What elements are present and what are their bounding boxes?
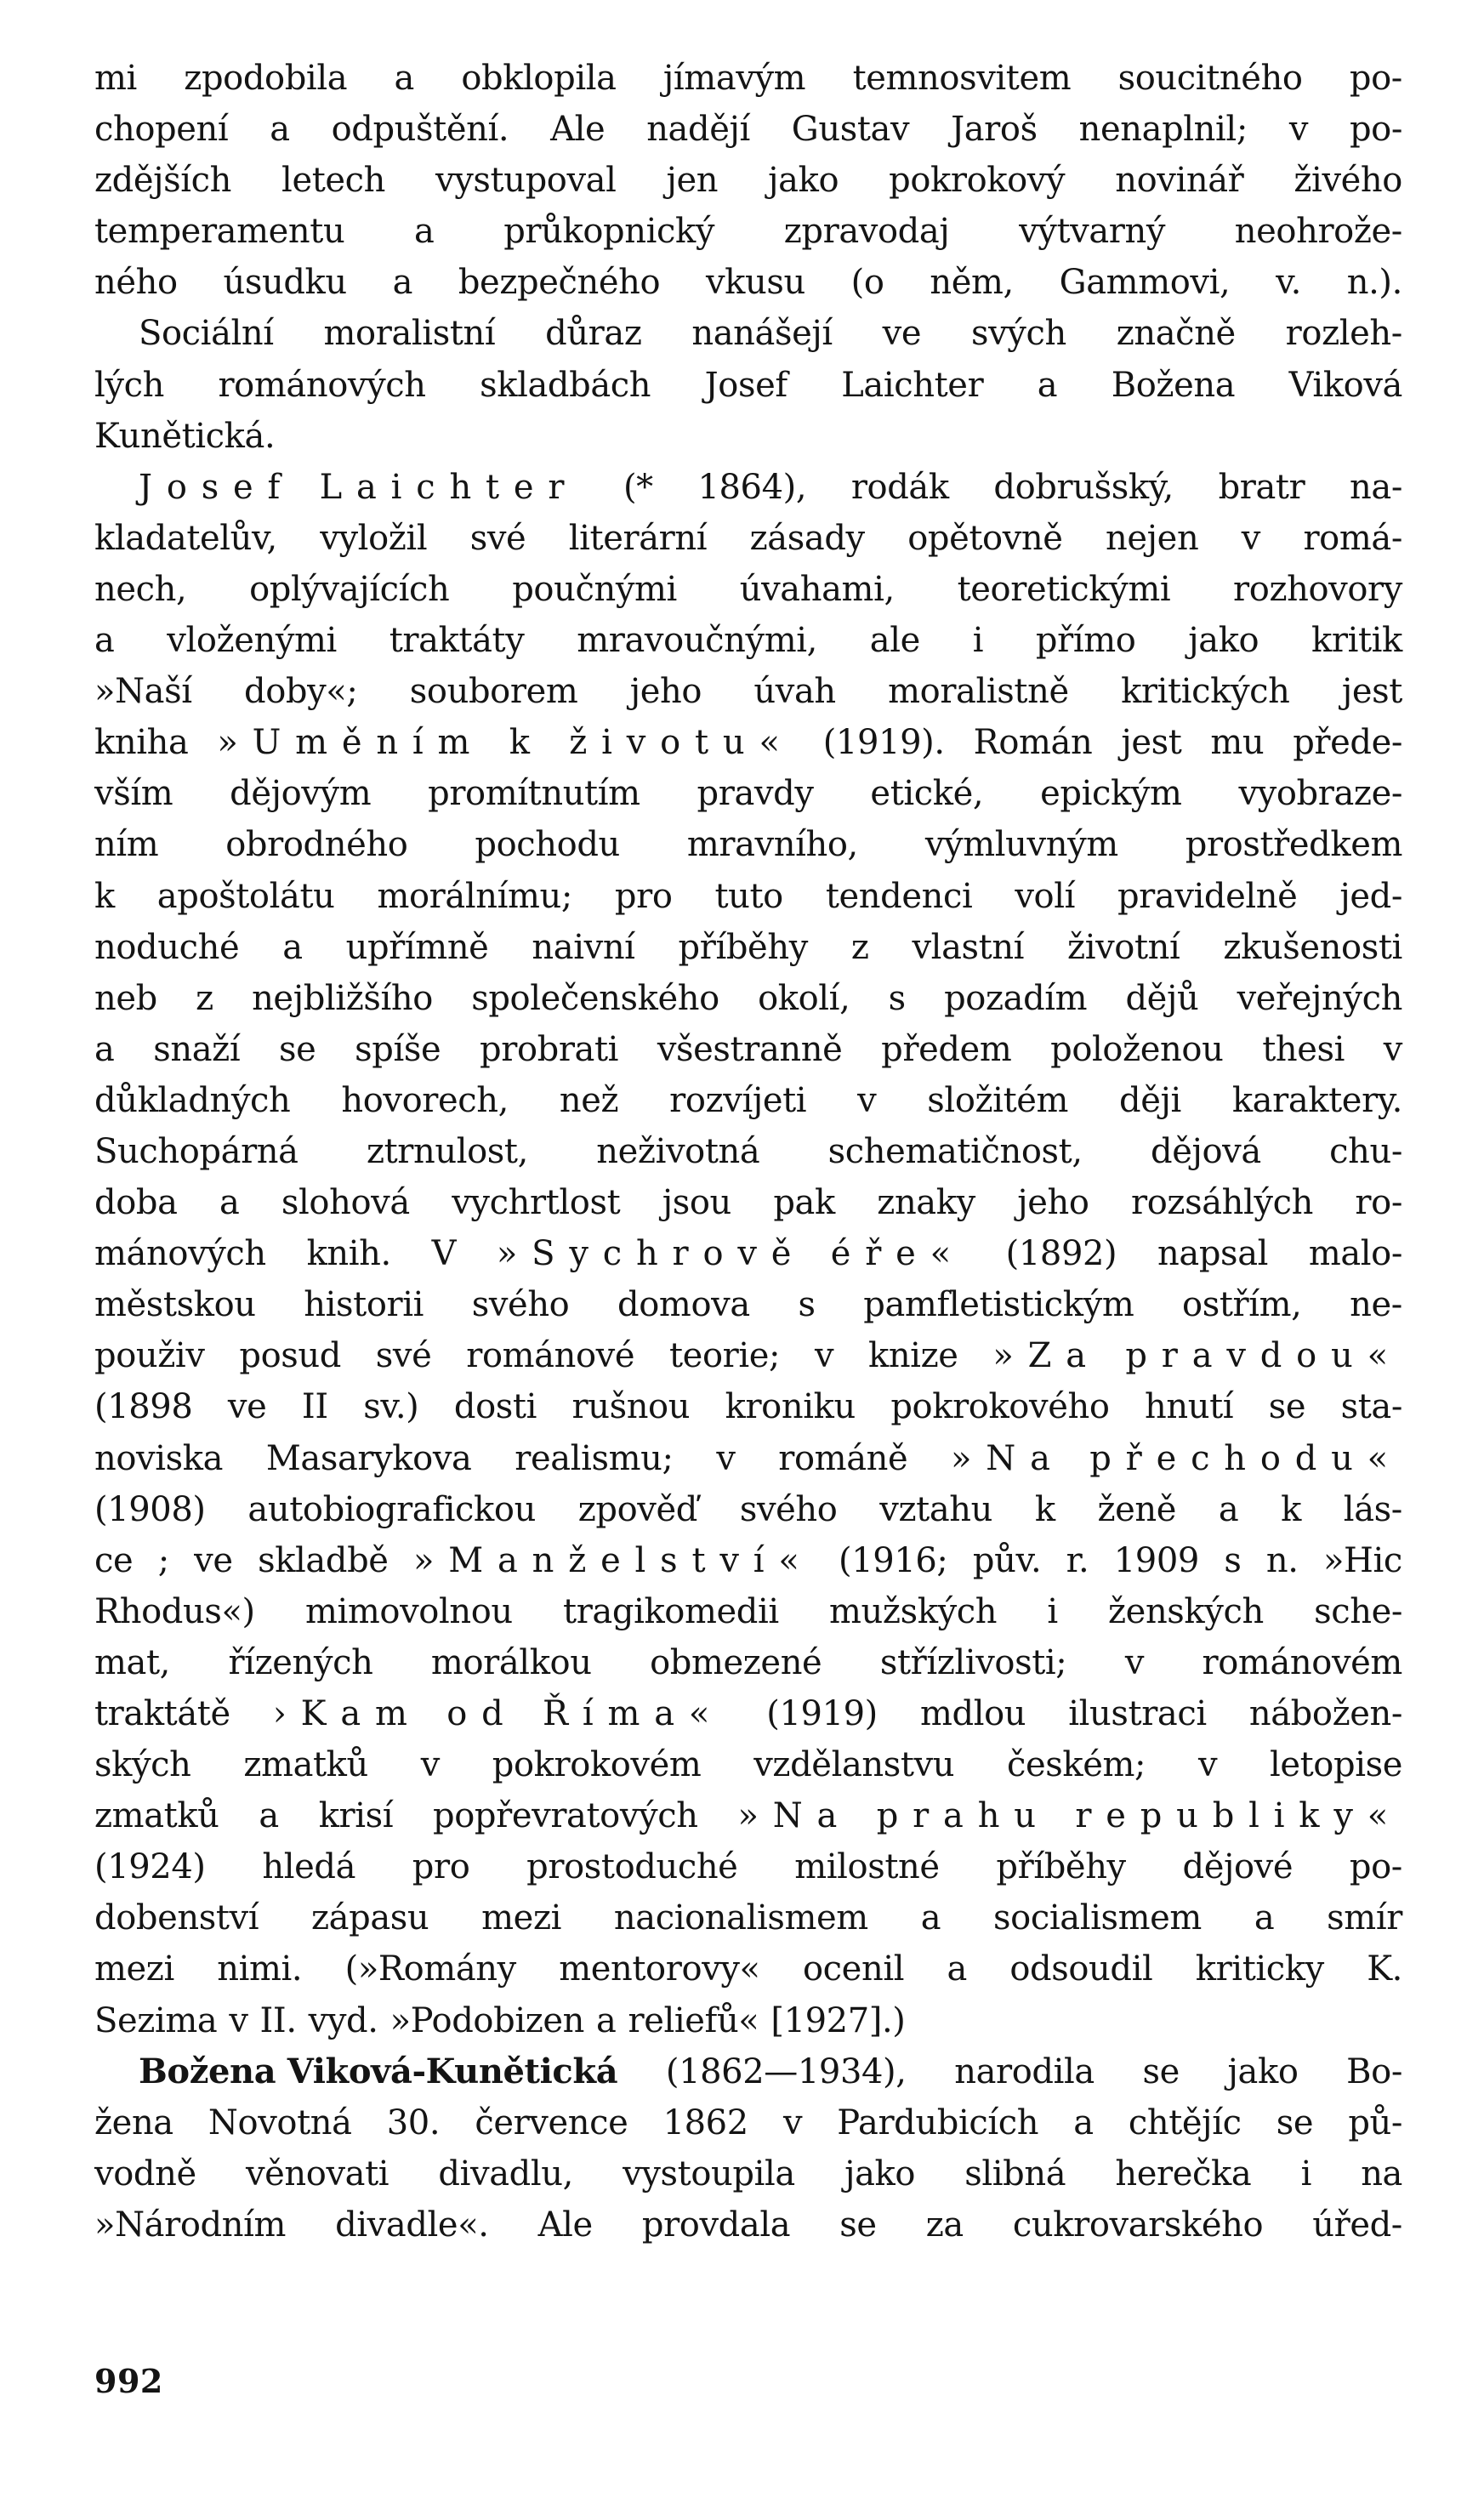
text-line-8: Kunětická. — [94, 416, 276, 456]
page-number: 992 — [94, 2362, 163, 2400]
text-line-12: a vloženými traktáty mravoučnými, ale i přímo jako kritik — [94, 621, 1402, 661]
text-line-33: traktátě ›Kam od Říma« (1919) mdlou ilustraci nábožen- — [94, 1688, 1402, 1739]
text-line-16: ním obrodného pochodu mravního, výmluvným prostředkem — [94, 825, 1402, 865]
text-line-25: městskou historii svého domova s pamfletistickým ostřím, ne- — [94, 1285, 1402, 1325]
text-line-23: doba a slohová vychrtlost jsou pak znaky jeho rozsáhlých ro- — [94, 1183, 1402, 1223]
text-line-28: noviska Masarykova realismu; v románě »Na přechodu« — [94, 1433, 1402, 1484]
spaced-title: »Za pravdou« — [992, 1336, 1402, 1376]
text-line-1: mi zpodobila a obklopila jímavým temnosvitem soucitného po- — [94, 59, 1402, 98]
text-line-5: ného úsudku a bezpečného vkusu (o něm, Gammovi, v. n.). — [94, 263, 1402, 303]
text-line-3: zdějších letech vystupoval jen jako pokrokový novinář živého — [94, 161, 1402, 201]
text-line-30: ce ; ve skladbě »Manželství« (1916; pův. r. 1909 s n. »Hic — [94, 1535, 1402, 1586]
body-text — [94, 53, 1402, 2250]
text-line-9: Josef Laichter (* 1864), rodák dobrušský, bratr na- — [94, 462, 1402, 513]
text-line-40: Božena Viková-Kunětická (1862—1934), narodila se jako Bo- — [94, 2046, 1402, 2097]
spaced-title: »Uměním k životu« — [217, 723, 794, 763]
text-line-17: k apoštolátu morálnímu; pro tuto tendenci volí pravidelně jed- — [94, 876, 1402, 916]
spaced-title: »Na prahu republiky« — [737, 1796, 1402, 1836]
text-line-26: použiv posud své románové teorie; v knize »Za pravdou« — [94, 1330, 1402, 1381]
text-line-15: vším dějovým promítnutím pravdy etické, epickým vyobraze- — [94, 774, 1402, 814]
text-line-41: žena Novotná 30. července 1862 v Pardubicích a chtějíc se pů- — [94, 2102, 1402, 2142]
bold-name: Božena Viková-Kunětická — [139, 2051, 618, 2091]
text-line-19: neb z nejbližšího společenského okolí, s pozadím dějů veřejných — [94, 978, 1402, 1018]
text-line-34: ských zmatků v pokrokovém vzdělanstvu českém; v letopise — [94, 1745, 1402, 1785]
text-line-27: (1898 ve II sv.) dosti rušnou kroniku pokrokového hnutí se sta- — [94, 1387, 1402, 1427]
text-line-2: chopení a odpuštění. Ale nadějí Gustav Jaroš nenaplnil; v po- — [94, 110, 1402, 150]
spaced-title: »Na přechodu« — [951, 1438, 1402, 1478]
spaced-title: »Manželství« — [412, 1540, 814, 1580]
text-line-42: vodně věnovati divadlu, vystoupila jako slibná herečka i na — [94, 2154, 1402, 2194]
text-line-11: nech, oplývajících poučnými úvahami, teoretickými rozhovory — [94, 569, 1402, 609]
text-line-38: mezi nimi. (»Romány mentorovy« ocenil a odsoudil kriticky K. — [94, 1949, 1402, 1989]
text-line-37: dobenství zápasu mezi nacionalismem a socialismem a smír — [94, 1898, 1402, 1938]
text-line-31: Rhodus«) mimovolnou tragikomedii mužských i ženských sche- — [94, 1591, 1402, 1631]
spaced-title: ›Kam od Říma« — [272, 1694, 725, 1733]
text-line-13: »Naší doby«; souborem jeho úvah moralistně kritických jest — [94, 672, 1402, 712]
text-line-22: Suchopárná ztrnulost, neživotná schematičnost, dějová chu- — [94, 1131, 1402, 1171]
text-line-18: noduché a upřímně naivní příběhy z vlastní životní zkušenosti — [94, 927, 1402, 967]
text-line-6: Sociální moralistní důraz nanášejí ve svých značně rozleh- — [139, 314, 1402, 354]
text-line-24: mánových knih. V »Sychrově éře« (1892) napsal malo- — [94, 1228, 1402, 1279]
text-line-39: Sezima v II. vyd. »Podobizen a reliefů« [1927].) — [94, 2000, 906, 2040]
text-line-36: (1924) hledá pro prostoduché milostné příběhy dějové po- — [94, 1847, 1402, 1887]
text-line-20: a snaží se spíše probrati všestranně předem položenou thesi v — [94, 1029, 1402, 1069]
text-line-10: kladatelův, vyložil své literární zásady opětovně nejen v romá- — [94, 518, 1402, 558]
text-line-7: lých románových skladbách Josef Laichter a Božena Viková — [94, 365, 1402, 405]
text-line-4: temperamentu a průkopnický zpravodaj výtvarný neohrože- — [94, 212, 1402, 252]
spaced-name: Josef Laichter — [139, 467, 579, 507]
text-line-14: kniha »Uměním k životu« (1919). Román jest mu přede- — [94, 717, 1402, 768]
text-line-35: zmatků a krisí popřevratových »Na prahu republiky« — [94, 1790, 1402, 1841]
text-line-29: (1908) autobiografickou zpověď svého vztahu k ženě a k lás- — [94, 1489, 1402, 1529]
spaced-title: »Sychrově éře« — [496, 1234, 965, 1274]
text-line-21: důkladných hovorech, než rozvíjeti v složitém ději karaktery. — [94, 1080, 1402, 1120]
text-line-43: »Národním divadle«. Ale provdala se za cukrovarského úřed- — [94, 2205, 1402, 2245]
text-line-32: mat, řízených morálkou obmezené střízlivosti; v románovém — [94, 1642, 1402, 1682]
